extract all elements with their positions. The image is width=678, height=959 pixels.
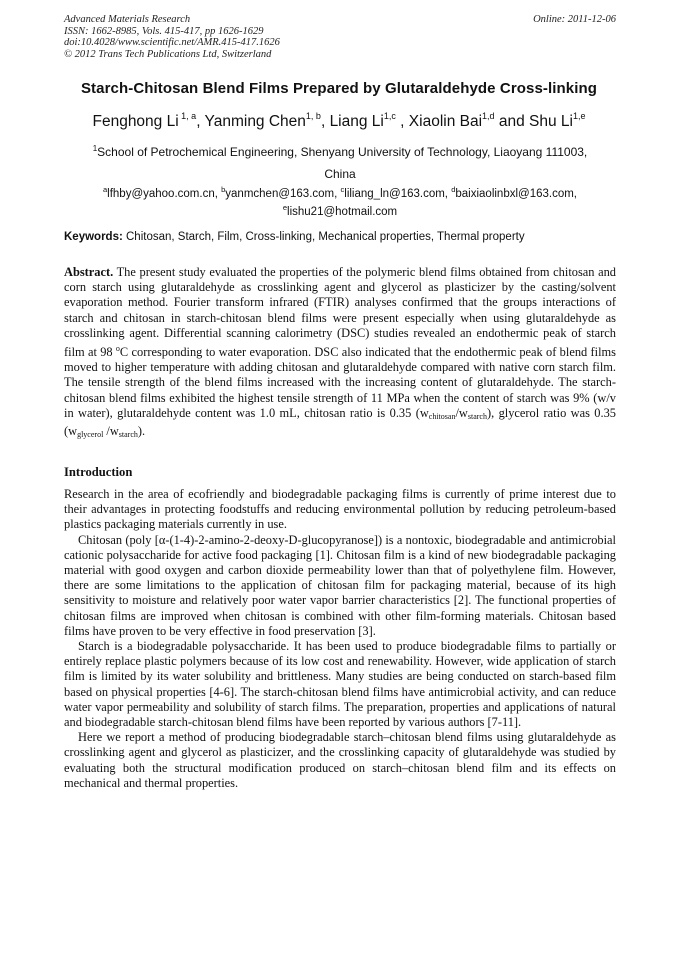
abstract-text: /w: [455, 405, 468, 420]
intro-paragraph: Chitosan (poly [α-(1-4)-2-amino-2-deoxy-D-glucopyranose]) is a nontoxic, biodegradable and antimicrobial cationic polysaccharide for active food packaging [1]. Chitosan film is a kind of new biodegradable packaging material with good oxygen and carbon dioxide permeability lower than that of polyethylene film. However, there are some limitations to the application of chitosan film for packaging material, because of its high sensitivity to moisture and relatively poor water vapor barrier characteristics [2]. The functional properties of chitosan films are improved when chitosan is combined with other film-forming materials. Chitosan based films have proven to be very effective in food preservation [3].: [64, 532, 616, 638]
author-affil-sup: 1,e: [573, 111, 586, 121]
keywords: [64, 231, 616, 243]
email-b: yanmchen@163.com,: [225, 188, 341, 200]
email-sup: e: [282, 203, 288, 212]
email-d: baixiaolinbxl@163.com,: [455, 188, 578, 200]
affiliation-sup: 1: [92, 144, 98, 153]
author-separator: ,: [196, 113, 205, 130]
abstract-text: ).: [137, 424, 146, 439]
introduction-heading: Introduction: [64, 465, 133, 479]
email-sup: d: [451, 185, 456, 194]
author-name: Liang Li: [329, 113, 384, 130]
keywords-label: Keywords:: [64, 231, 123, 243]
paper-title: Starch-Chitosan Blend Films Prepared by Glutaraldehyde Cross-linking: [80, 80, 598, 97]
author-name: Fenghong Li: [92, 113, 179, 130]
journal-header: [64, 14, 616, 60]
abstract-sub: chitosan: [428, 411, 456, 421]
email-sup: b: [221, 185, 226, 194]
abstract-sub: glycerol: [77, 430, 104, 440]
abstract-text: C corresponding to water evaporation. DSC also indicated that the endothermic peak of blend films moved to higher temperature with adding chitosan and glutaraldehyde compared with native corn starch film. The tensile strength of the blend films increased with the increasing content of glutaraldehyde. The starch-chitosan blend films exhibited the highest tensile strength of 11 MPa when the content of starch was 9% (w/v in water), glutaraldehyde content was 1.0 mL, chitosan ratio is 0.35 (w: [64, 345, 616, 420]
intro-paragraph: Starch is a biodegradable polysaccharide. It has been used to produce biodegradable films to partially or entirely replace plastic polymers because of its low cost and renewability. However, wide application of starch film is limited by its water solubility and brittleness. Many studies are being conducted on starch-based film based on physical properties [4-6]. The starch-chitosan blend films have antimicrobial activity, and can reduce water vapor permeability and solubility of starch films. The preparation, properties and applications of natural and biodegradable starch-chitosan blend films have been reported by various authors [7-11].: [64, 639, 616, 730]
email-a: lfhby@yahoo.com.cn,: [107, 188, 222, 200]
author-name: Xiaolin Bai: [408, 113, 483, 130]
email-sup: c: [340, 185, 345, 194]
doi-line: doi:10.4028/www.scientific.net/AMR.415-417.1626: [64, 37, 280, 49]
abstract-text: ), glycerol ratio was 0.35 (w: [64, 405, 616, 439]
abstract-sub: starch: [118, 430, 138, 440]
introduction-body: [64, 487, 616, 791]
keywords-text: Chitosan, Starch, Film, Cross-linking, Mechanical properties, Thermal property: [122, 231, 525, 243]
author-emails: [64, 183, 616, 219]
abstract-text: The present study evaluated the properties of the polymeric blend films obtained from chitosan and corn starch using glutaraldehyde as crosslinking agent and glycerol as plasticizer by the casting/solvent evaporation method. Fourier transform infrared (FTIR) analyses confirmed that the groups interactions of starch and chitosan in starch-chitosan blend films were present especially when using glutaraldehyde as crosslinking agent. Differential scanning calorimetry (DSC) studies revealed an endothermic peak of starch film at 98: [64, 265, 616, 360]
author-affil-sup: 1, a: [178, 111, 197, 121]
degree-sup: o: [115, 344, 120, 354]
email-sup: a: [102, 185, 108, 194]
online-date: Online: 2011-12-06: [533, 14, 616, 25]
abstract-text: /w: [103, 424, 119, 439]
email-c: liliang_ln@163.com,: [344, 188, 452, 200]
author-affil-sup: 1,c: [383, 111, 396, 121]
author-list: [40, 111, 638, 131]
journal-name: Advanced Materials Research: [64, 14, 191, 25]
email-e: lishu21@hotmail.com: [287, 206, 398, 218]
issn-line: ISSN: 1662-8985, Vols. 415-417, pp 1626-1629: [64, 25, 264, 37]
affiliation: [64, 138, 616, 185]
abstract-sub: starch: [467, 411, 487, 421]
author-name: Yanming Chen: [204, 113, 306, 130]
intro-paragraph: Here we report a method of producing biodegradable starch–chitosan blend films using glutaraldehyde as crosslinking agent and glycerol as plasticizer, and the crosslinking capacity of glutaraldehyde was studied by evaluating both the structural modification produced on starch–chitosan blend film and its effects on mechanical and thermal properties.: [64, 730, 616, 790]
author-separator: ,: [320, 113, 330, 130]
abstract: [64, 265, 616, 442]
copyright-line: © 2012 Trans Tech Publications Ltd, Switzerland: [64, 48, 272, 60]
author-affil-sup: 1, b: [305, 111, 321, 121]
author-separator: and: [494, 113, 530, 130]
author-name: Shu Li: [529, 113, 573, 130]
affiliation-country: China: [324, 167, 356, 181]
affiliation-text: School of Petrochemical Engineering, Shenyang University of Technology, Liaoyang 111003,: [97, 145, 588, 159]
author-affil-sup: 1,d: [482, 111, 495, 121]
intro-paragraph: Research in the area of ecofriendly and biodegradable packaging films is currently of prime interest due to their advantages in protecting foodstuffs and reducing environmental pollution by reducing petroleum-based plastics packaging materials currently in use.: [64, 487, 616, 532]
author-separator: ,: [395, 113, 409, 130]
abstract-label: Abstract.: [64, 265, 114, 279]
